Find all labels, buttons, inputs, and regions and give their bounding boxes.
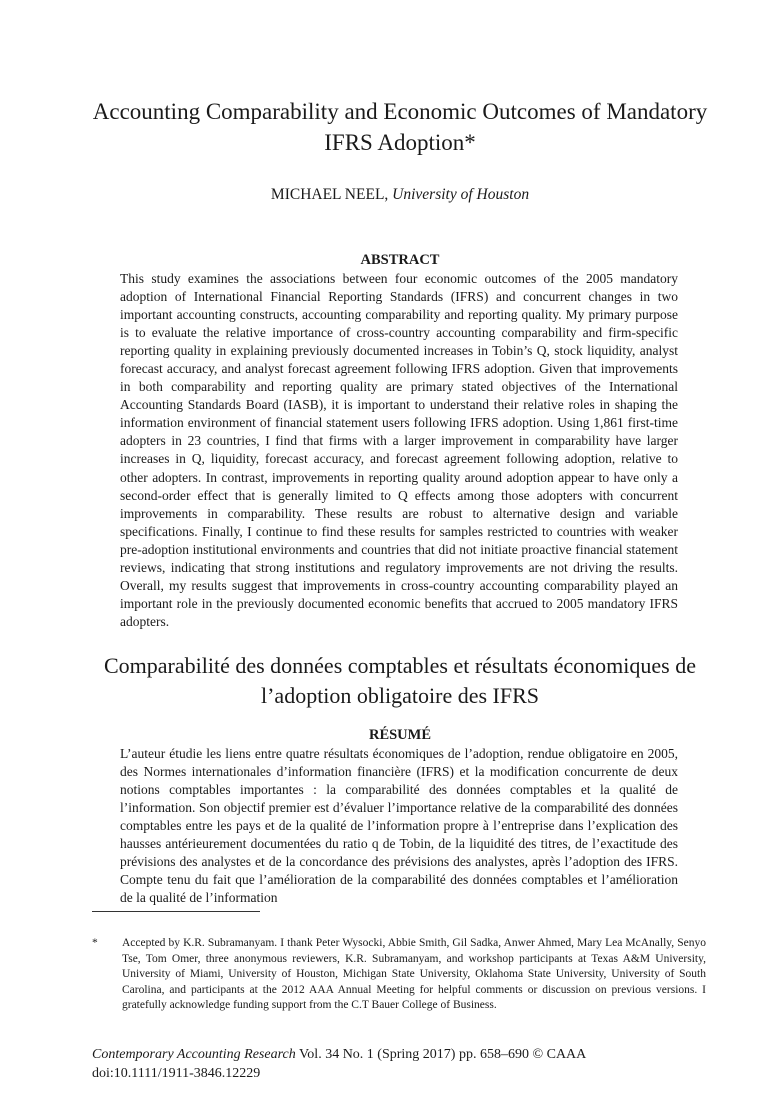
journal-citation — [92, 1045, 712, 1064]
abstract-heading: ABSTRACT — [360, 252, 440, 268]
author-line — [92, 185, 708, 205]
journal-name: Contemporary Accounting Research — [92, 1047, 296, 1062]
journal-details: Vol. 34 No. 1 (Spring 2017) pp. 658–690 © CAAA — [299, 1047, 587, 1062]
resume-text: L’auteur étudie les liens entre quatre résultats économiques de l’adoption, rendue obligatoire en 2005, des Normes internationales d’information financière (IFRS) et la modification concurrente de deux notions comptables importantes : la comparabilité des données comptables et la qualité de l’information. Son objectif premier est d’évaluer l’importance relative de la comparabilité des données comptables entre les pays et de la qualité de l’information propre à l’entreprise dans l’explication des hausses antérieurement documentées du ratio q de Tobin, de la liquidité des titres, de l’exactitude des prévisions des analystes et de la concordance des prévisions des analystes, après l’adoption des IFRS. Compte tenu du fait que l’amélioration de la comparabilité des données comptables et l’amélioration de la qualité de l’information — [120, 746, 678, 906]
author-affiliation: University of Houston — [392, 186, 530, 203]
doi: doi:10.1111/1911-3846.12229 — [92, 1066, 261, 1081]
author-name: MICHAEL NEEL, — [270, 186, 389, 203]
paper-title: Accounting Comparability and Economic Outcomes of Mandatory IFRS Adoption* — [92, 99, 708, 155]
footnote-divider — [92, 911, 260, 912]
abstract-text: This study examines the associations between four economic outcomes of the 2005 mandatory adoption of International Financial Reporting Standards (IFRS) and concurrent changes in two important accounting constructs, accounting comparability and reporting quality. My primary purpose is to evaluate the relative importance of cross-country accounting comparability and firm-specific reporting quality in explaining previously documented increases in Tobin’s Q, stock liquidity, analyst forecast accuracy, and analyst forecast agreement following IFRS adoption. Given that improvements in both comparability and reporting quality are primary stated objectives of the International Accounting Standards Board (IASB), it is important to understand their relative roles in shaping the information environment of financial statement users following IFRS adoption. Using 1,861 first-time adopters in 23 countries, I find that firms with a larger improvement in comparability have larger increases in Q, liquidity, forecast accuracy, and forecast agreement following adoption, relative to other adopters. In contrast, improvements in reporting quality around adoption appear to have only a second-order effect that is generally limited to Q effects among those adopters with concurrent improvements in comparability. These results are robust to alternative design and variable specifications. Finally, I continue to find these results for samples restricted to countries with weaker pre-adoption institutional environments and countries that did not initiate proactive financial statement reviews, indicating that strong institutions and regulatory improvements are not driving the results. Overall, my results suggest that improvements in cross-country accounting comparability played an important role in the previously documented economic benefits that accrued to 2005 mandatory IFRS adopters. — [120, 271, 678, 629]
french-title: Comparabilité des données comptables et résultats économiques de l’adoption obligatoire des IFRS — [103, 653, 696, 708]
footnote — [92, 936, 706, 1014]
footnote-text: Accepted by K.R. Subramanyam. I thank Peter Wysocki, Abbie Smith, Gil Sadka, Anwer Ahmed, Mary Lea McAnally, Senyo Tse, Tom Omer, three anonymous reviewers, K.R. Subramanyam, and workshop participants at Texas A&M University, University of Miami, University of Houston, Michigan State University, Oklahoma State University, University of South Carolina, and participants at the 2012 AAA Annual Meeting for helpful comments or discussion on previous versions. I gratefully acknowledge funding support from the C.T Bauer College of Business. — [122, 937, 706, 1012]
resume-heading: RÉSUMÉ — [368, 727, 432, 743]
footnote-marker: * — [92, 937, 98, 949]
